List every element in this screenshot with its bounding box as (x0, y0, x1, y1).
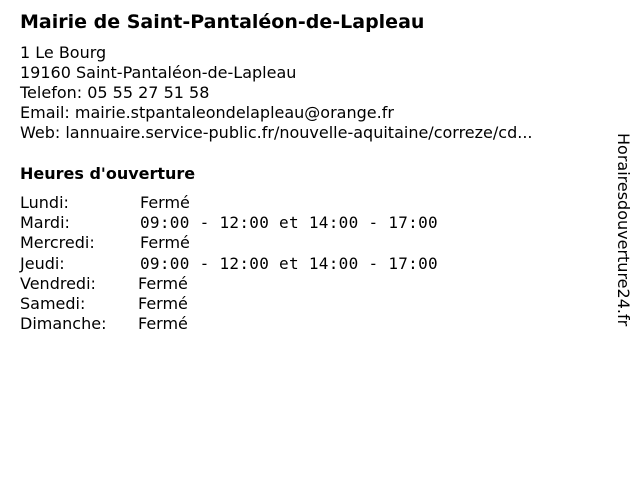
hours-value: Fermé (140, 193, 190, 212)
address-line-city: 19160 Saint-Pantaléon-de-Lapleau (20, 63, 297, 82)
address-block (20, 43, 532, 143)
day-label: Dimanche: (20, 314, 107, 334)
address-line-street: 1 Le Bourg (20, 43, 107, 62)
hours-value: Fermé (140, 233, 190, 253)
page-title: Mairie de Saint-Pantaléon-de-Lapleau (20, 11, 425, 33)
site-brand (613, 133, 633, 373)
day-label: Lundi: (20, 193, 69, 212)
hours-value: Fermé (138, 314, 188, 334)
hours-value: Fermé (138, 293, 188, 313)
day-label: Vendredi: (20, 273, 96, 293)
web-line: Web: lannuaire.service-public.fr/nouvelle-aquitaine/correze/cd... (20, 123, 533, 142)
hours-value: 09:00 - 12:00 et 14:00 - 17:00 (140, 253, 438, 273)
day-label: Mardi: (20, 213, 70, 233)
hours-heading: Heures d'ouverture (20, 164, 196, 183)
phone-line: Telefon: 05 55 27 51 58 (20, 83, 210, 102)
day-label: Mercredi: (20, 233, 95, 253)
day-label: Jeudi: (20, 253, 65, 273)
email-line: Email: mairie.stpantaleondelapleau@orange.fr (20, 103, 394, 122)
day-label: Samedi: (20, 293, 86, 313)
site-brand-text: Horairesdouverture24.fr (614, 133, 633, 327)
hours-value: Fermé (138, 273, 188, 293)
hours-value: 09:00 - 12:00 et 14:00 - 17:00 (140, 213, 438, 233)
